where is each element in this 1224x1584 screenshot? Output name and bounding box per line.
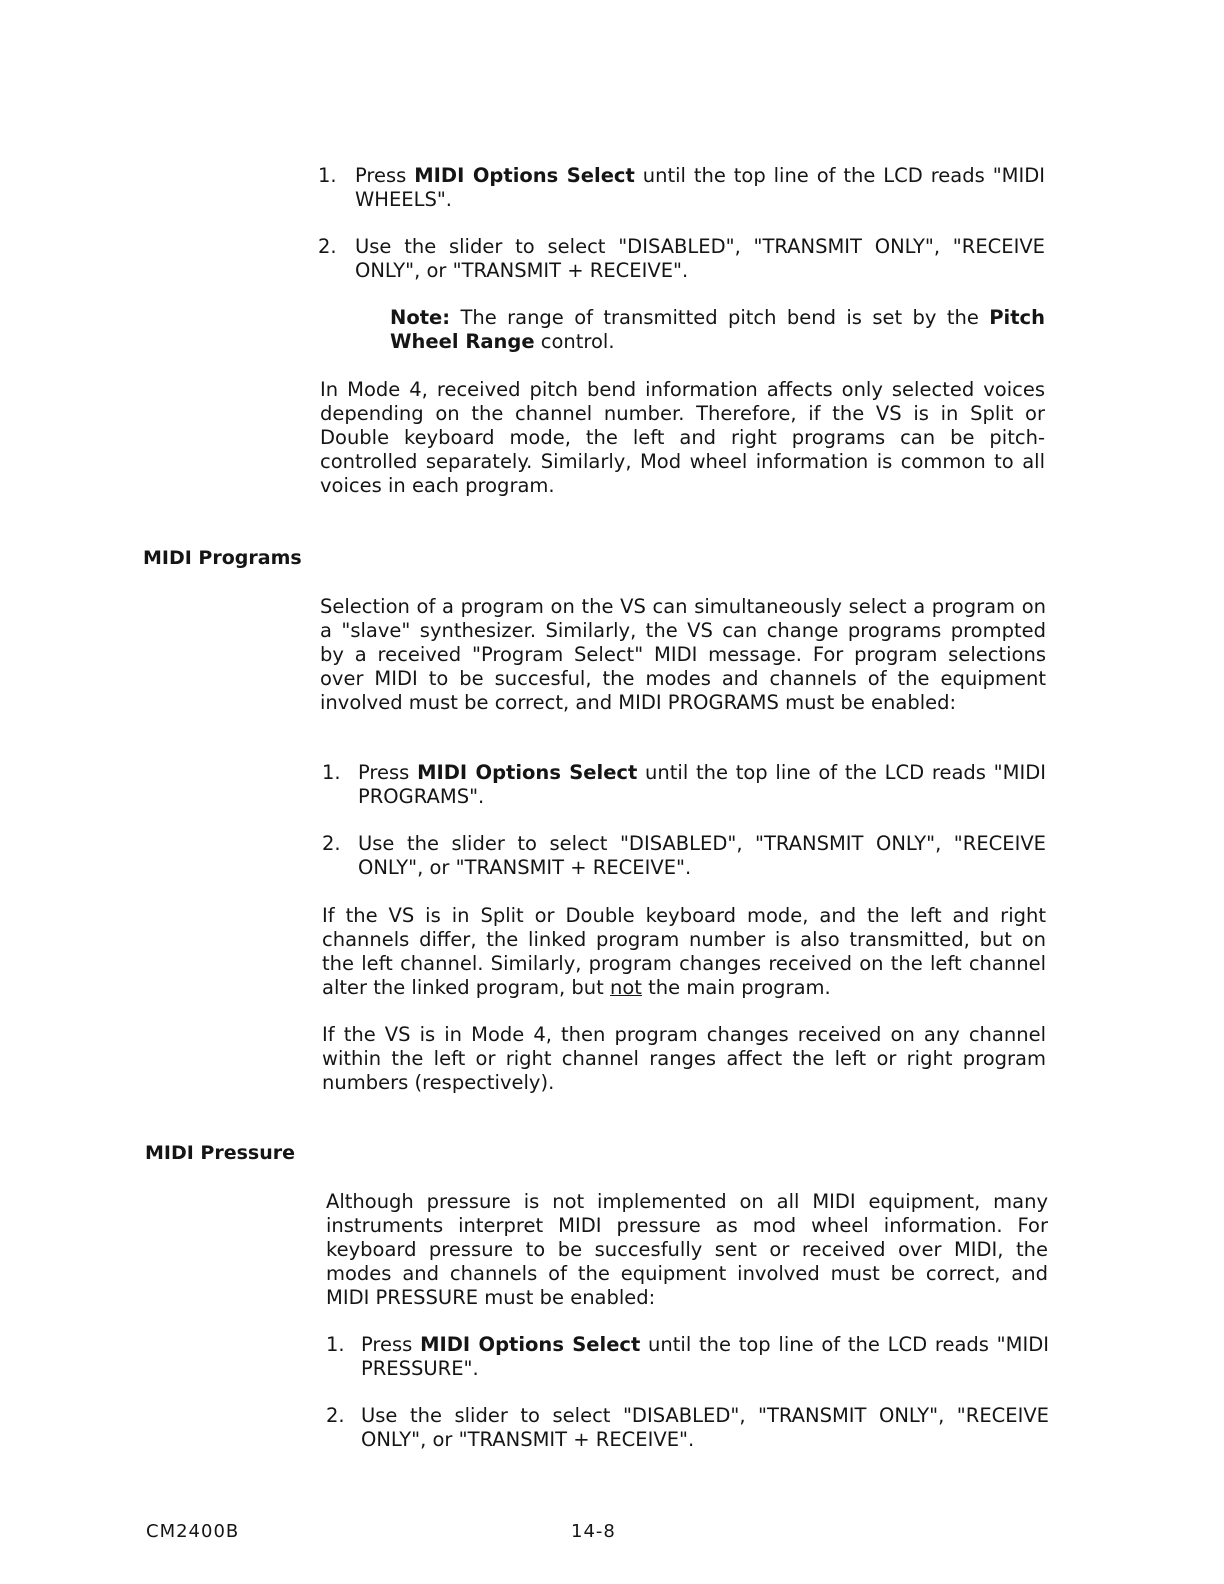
step-number: 1. [322, 761, 341, 784]
step-number: 2. [326, 1404, 345, 1427]
step-text: Press MIDI Options Select until the top line of the LCD reads "MIDI WHEELS". [355, 164, 1045, 211]
footer-doc-id: CM2400B [146, 1521, 240, 1542]
step-number: 2. [322, 832, 341, 855]
paragraph: If the VS is in Split or Double keyboard mode, and the left and right channels differ, the linked program number is also transmitted, but on the left channel. Similarly, program changes received on the left channel alter the linked program, but not the main program. [322, 904, 1046, 999]
step-number: 2. [318, 235, 337, 258]
note-text: Note: The range of transmitted pitch bend is set by the Pitch Wheel Range control. [390, 306, 1045, 353]
paragraph: Selection of a program on the VS can simultaneously select a program on a "slave" synthesizer. Similarly, the VS can change programs prompted by a received "Program Select" MIDI message. For program selections over MIDI to be succesful, the modes and channels of the equipment involved must be correct, and MIDI PROGRAMS must be enabled: [320, 595, 1046, 714]
step-text: Use the slider to select "DISABLED", "TRANSMIT ONLY", "RECEIVE ONLY", or "TRANSMIT + RECEIVE". [358, 832, 1046, 879]
step-number: 1. [318, 164, 337, 187]
step-text: Press MIDI Options Select until the top line of the LCD reads "MIDI PRESSURE". [361, 1333, 1049, 1380]
step-text: Use the slider to select "DISABLED", "TRANSMIT ONLY", "RECEIVE ONLY", or "TRANSMIT + RECEIVE". [361, 1404, 1049, 1451]
paragraph: In Mode 4, received pitch bend information affects only selected voices depending on the channel number. Therefore, if the VS is in Split or Double keyboard mode, the left and right programs can be pitch-controlled separately. Similarly, Mod wheel information is common to all voices in each program. [320, 378, 1045, 497]
section-heading: MIDI Pressure [145, 1142, 296, 1164]
step-text: Use the slider to select "DISABLED", "TRANSMIT ONLY", "RECEIVE ONLY", or "TRANSMIT + RECEIVE". [355, 235, 1045, 282]
step-number: 1. [326, 1333, 345, 1356]
section-heading: MIDI Programs [143, 547, 302, 569]
paragraph: Although pressure is not implemented on all MIDI equipment, many instruments interpret MIDI pressure as mod wheel information. For keyboard pressure to be succesfully sent or received over MIDI, the modes and channels of the equipment involved must be correct, and MIDI PRESSURE must be enabled: [326, 1190, 1048, 1309]
step-text: Press MIDI Options Select until the top line of the LCD reads "MIDI PROGRAMS". [358, 761, 1046, 808]
footer-page-number: 14-8 [571, 1521, 616, 1542]
paragraph: If the VS is in Mode 4, then program changes received on any channel within the left or right channel ranges affect the left or right program numbers (respectively). [322, 1023, 1046, 1094]
